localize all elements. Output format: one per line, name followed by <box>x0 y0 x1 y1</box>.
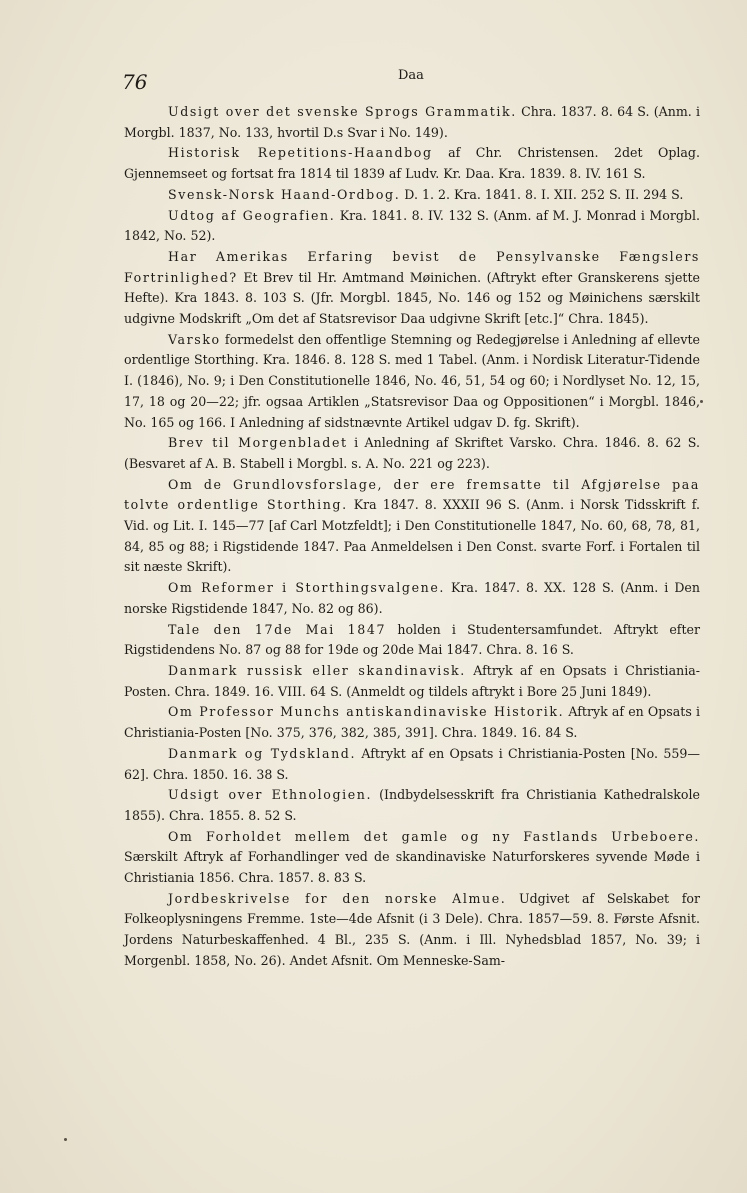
entry-title: Udsigt over Ethnologien. <box>168 787 373 803</box>
entry-text: holden i Studentersamfundet. Aftrykt efter Rigstidendens No. 87 og 88 for 19de og 20de Mai 1847. Chra. 8. 16 S. <box>124 621 700 658</box>
entry-title: Udtog af Geografien. <box>168 207 336 223</box>
paper-speck <box>64 1138 67 1141</box>
entry-title: Om Professor Munchs antiskandinaviske Historik. <box>168 704 565 720</box>
entry-text: Aftryk af en Opsats i Christiania-Posten. Chra. 1849. 16. VIII. 64 S. (Anmeldt og tildels aftrykt i Bore 25 Juni 1849). <box>124 662 700 699</box>
entry-text: (Indbydelsesskrift fra Christiania Kathedralskole 1855). Chra. 1855. 8. 52 S. <box>124 787 700 823</box>
bibliography-entry <box>124 889 700 972</box>
entry-title: Varsko <box>168 331 221 347</box>
bibliography-entry <box>124 744 700 785</box>
entry-title: Har Amerikas Erfaring bevist de Pensylvanske Fængslers Fortrinlighed? <box>124 248 700 285</box>
entry-title: Udsigt over det svenske Sprogs Grammatik. <box>168 104 517 119</box>
entry-text: Særskilt Aftryk af Forhandlinger ved de skandinaviske Naturforskeres syvende Møde i Christiania 1856. Chra. 1857. 8. 83 S. <box>124 849 700 886</box>
bibliography-entry <box>124 475 700 579</box>
entry-title: Jordbeskrivelse for den norske Almue. <box>168 890 507 906</box>
bibliography-entry <box>124 185 700 206</box>
bibliography-entry <box>124 620 700 661</box>
entry-title: Danmark og Tydskland. <box>168 745 357 761</box>
page-number: 76 <box>122 70 148 94</box>
entry-text: Chra. 1837. 8. 64 S. (Anm. i Morgbl. 1837, No. 133, hvortil D.s Svar i No. 149). <box>124 104 700 140</box>
bibliography-entry <box>124 827 700 889</box>
entry-text: Aftryk af en Opsats i Christiania-Posten [No. 375, 376, 382, 385, 391]. Chra. 1849. 16. 84 S. <box>124 704 700 741</box>
entry-text: Et Brev til Hr. Amtmand Møinichen. (Aftrykt efter Granskerens sjette Hefte). Kra 1843. 8. 103 S. (Jfr. Morgbl. 1845, No. 146 og 152 og Møinichens særskilt udgivne Modskrift „Om det af Statsrevisor Daa udgivne Skrift [etc.]“ Chra. 1845). <box>124 269 700 327</box>
entry-text: Kra. 1847. 8. XX. 128 S. (Anm. i Den norske Rigstidende 1847, No. 82 og 86). <box>124 580 700 616</box>
entry-text: formedelst den offentlige Stemning og Redegjørelse i Anledning af ellevte ordentlige Storthing. Kra. 1846. 8. 128 S. med 1 Tabel. (Anm. i Nordisk Literatur-Tidende I. (1846), No. 9; i Den Constitutionelle 1846, No. 46, 51, 54 og 60; i Nordlyset No. 12, 15, 17, 18 og 20—22; jfr. ogsaa Artiklen „Statsrevisor Daa og Oppositionen“ i Morgbl. 1846, No. 165 og 166. I Anledning af sidstnævnte Artikel udgav D. fg. Skrift). <box>124 331 700 430</box>
running-head: Daa <box>398 68 424 83</box>
entry-title: Om de Grundlovsforslage, der ere fremsatte til Afgjørelse paa tolvte ordentlige Storthing. <box>124 476 700 513</box>
entry-title: Brev til Morgenbladet <box>168 435 348 451</box>
entry-title: Svensk-Norsk Haand-Ordbog. <box>168 186 401 202</box>
entry-title: Om Forholdet mellem det gamle og ny Fastlands Urbeboere. <box>168 828 700 844</box>
bibliography-entry <box>124 433 700 474</box>
entry-text: Udgivet af Selskabet for Folkeoplysningens Fremme. 1ste—4de Afsnit (i 3 Dele). Chra. 1857—59. 8. Første Afsnit. Jordens Naturbeskaffenhed. 4 Bl., 235 S. (Anm. i Ill. Nyhedsblad 1857, No. 39; i Morgenbl. 1858, No. 26). Andet Afsnit. Om Menneske-Sam- <box>124 890 700 968</box>
bibliography-entry <box>124 702 700 743</box>
entry-text: Kra. 1841. 8. IV. 132 S. (Anm. af M. J. Monrad i Morgbl. 1842, No. 52). <box>124 207 701 244</box>
bibliography-entry <box>124 785 700 826</box>
entry-text: af Chr. Christensen. 2det Oplag. Gjennemseet og fortsat fra 1814 til 1839 af Ludv. Kr. Daa. Kra. 1839. 8. IV. 161 S. <box>124 145 700 182</box>
bibliography-entry <box>124 330 700 434</box>
entry-text: Aftrykt af en Opsats i Christiania-Posten [No. 559—62]. Chra. 1850. 16. 38 S. <box>124 745 700 782</box>
entry-title: Historisk Repetitions-Haandbog <box>168 145 433 161</box>
entry-text: D. 1. 2. Kra. 1841. 8. I. XII. 252 S. II. 294 S. <box>400 186 684 202</box>
bibliography-entry <box>124 661 700 702</box>
paper-speck <box>700 400 703 403</box>
bibliography-entry <box>124 102 700 143</box>
bibliography-entry <box>124 206 700 247</box>
bibliography-entry <box>124 143 700 184</box>
entry-text: Kra 1847. 8. XXXII 96 S. (Anm. i Norsk Tidsskrift f. Vid. og Lit. I. 145—77 [af Carl Motzfeldt]; i Den Constitutionelle 1847, No. 60, 68, 78, 81, 84, 85 og 88; i Rigstidende 1847. Paa Anmeldelsen i Den Const. svarte Forf. i Fortalen til sit næste Skrift). <box>124 497 700 575</box>
entry-title: Danmark russisk eller skandinavisk. <box>168 662 466 678</box>
entry-title: Tale den 17de Mai 1847 <box>168 621 387 637</box>
entry-title: Om Reformer i Storthingsvalgene. <box>168 580 445 596</box>
bibliography-entry <box>124 247 700 330</box>
bibliography-entry <box>124 578 700 619</box>
entry-text: i Anledning af Skriftet Varsko. Chra. 1846. 8. 62 S. (Besvaret af A. B. Stabell i Morgbl. s. A. No. 221 og 223). <box>124 435 700 471</box>
bibliography-list <box>124 102 700 972</box>
